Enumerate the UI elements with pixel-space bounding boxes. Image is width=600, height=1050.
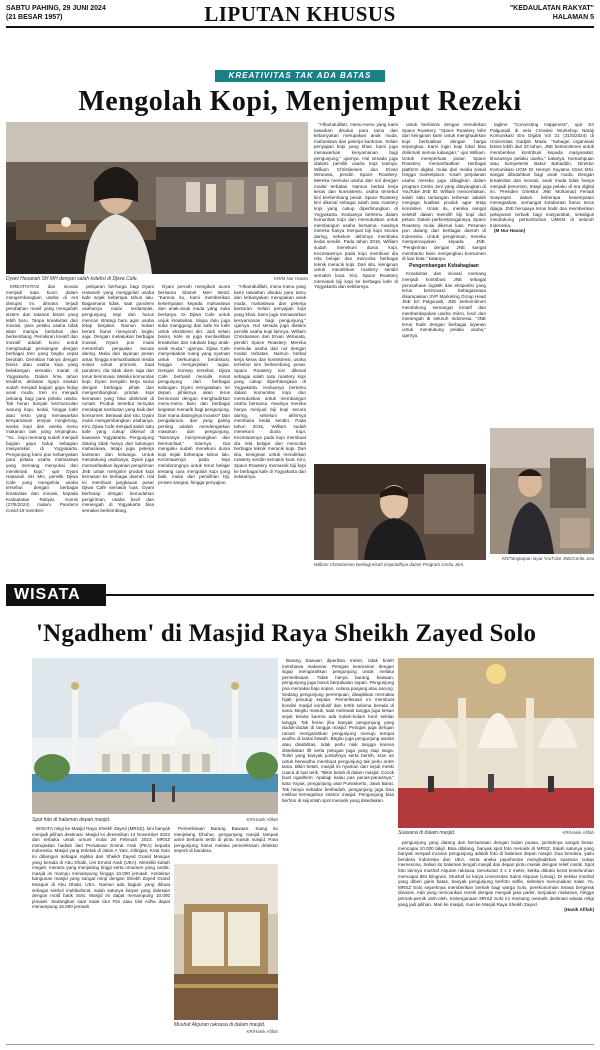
article1-column-4: "Alhamdulillah, menu-menu yang kami tawarkan disukai para tamu dan kebanyakan merupakan anak muda, mahasiswa dan pekerja kantoran. Selain penyajian kopi yang khas, kami juga menawarkan kenyamanan bagi pengunjung," ujarnya. Hal senada juga dialami pemilik usaha kopi lainnya, William Christiansen dan Ervan Wiranata, pendiri Space Roastery. Mereka memulai usaha dari nol dengan modal terbatas. Namun berkat kerja keras dan konsistensi, usaha tersebut kini berkembang pesat. Space Roastery kini dikenal sebagai salah satu roastery kopi yang cukup diperhitungkan di Yogyakarta. Keduanya bertemu dalam komunitas kopi dan memutuskan untuk membangun usaha bersama. Awalnya mereka hanya menjual biji kopi secara daring, sebelum akhirnya membuka kedai sendiri. Pada tahun 2015, William sudah menekuni dunia kopi. Kecintaannya pada kopi membuat dia rela belajar dan mencoba berbagai teknik meracik kopi. Dari situ, keinginan untuk mendirikan roastery sendiri semakin kuat. Kini, Space Roastery memasok biji kopi ke berbagai kafe di Yogyakarta dan sekitarnya.: [234, 284, 306, 480]
youtube-screenshot-image: [490, 428, 594, 554]
header-rule: [6, 26, 594, 28]
wisata-section-tag: WISATA: [6, 584, 106, 606]
mosque-interior-image: [398, 658, 594, 828]
article1-photo-cafe: [6, 122, 308, 274]
article1-photo2-caption: William Christiansen berbagi kisah inspiratifnya dalam Program Cerita Joni.: [314, 562, 465, 567]
article1-photo-credit: KR/M Nur Hasan: [273, 276, 308, 281]
article1-headline: Mengolah Kopi, Menjemput Rezeki: [78, 86, 522, 117]
article1-column-5: "Alhamdulillah, menu-menu yang kami tawarkan disukai para tamu dan kebanyakan merupakan anak muda, mahasiswa dan pekerja kantoran. Selain penyajian kopi yang khas, kami juga menawarkan kenyamanan bagi pengunjung," ujarnya. Hal senada juga dialami pemilik usaha kopi lainnya, William Christiansen dan Ervan Wiranata, pendiri Space Roastery. Mereka memulai usaha dari nol dengan modal terbatas. Namun berkat kerja keras dan konsistensi, usaha tersebut kini berkembang pesat. Space Roastery kini dikenal sebagai salah satu roastery kopi yang cukup diperhitungkan di Yogyakarta. Keduanya bertemu dalam komunitas kopi dan memutuskan untuk membangun usaha bersama. Awalnya mereka hanya menjual biji kopi secara daring, sebelum akhirnya membuka kedai sendiri. Pada tahun 2015, William sudah menekuni dunia kopi. Kecintaannya pada kopi membuat dia rela belajar dan mencoba berbagai teknik meracik kopi. Dari situ, keinginan untuk mendirikan roastery sendiri semakin kuat. Kini, Space Roastery memasok biji kopi ke berbagai kafe di Yogyakarta dan sekitarnya.: [314, 122, 398, 290]
article2-signature: (Hanik Afifah): [564, 907, 594, 913]
article2-photo-interior: [398, 658, 594, 828]
page-title: LIPUTAN KHUSUS: [204, 2, 396, 26]
paper-name: "KEDAULATAN RAKYAT" HALAMAN 5: [509, 5, 594, 21]
article2-column-3: Barang bawaan diperiksa mesin, tidak boleh membawa makanan. Petugas keamanan dengan sigap mengarahkan pengunjung untuk melalui pemeriksaan. Tidak hanya barang bawaan, pengunjung juga harus berpakaian sopan. Pengunjung pria memakai baju sopan, celana panjang atau sarung. Sedang pengunjung perempuan, diwajibkan memakai hijab penutup kepala. Pemeriksaan ini membuat kondisi masjid kondusif dan tertib selama berada di sana. Begitu masuk, saat melewati tangga juga kesan sejuk terasa karena ada kolam-kolam kecil sekitar tangga. Tak heran jika banyak pengunjung yang duduk-duduk di tangga masjid. Petugas juga dengan ramah mengarahkan pengunjung menuju tempat wudhu di lantai bawah. Begitu juga pengunjung wanita atau disabilitas, tidak perlu naik tangga karena disediakan lift serta petugas jaga yang siap siaga. Toilet yang banyak jumlahnya serta bersih, kran air untuk berwudhu membuat pengunjung tak perlu antre lama. Bikin betah, masjid ini nyaman dan sejuk meski cuaca di luar terik. "Bikin betah di dalam masjid. Cocok buat ngadhem. Apalagi kalau pas panas-panasnya," kata Yayuk, pengunjung asal Purwokerto, Jawa Barat. Tak hanya sekadar beribadah, pengunjung juga bisa melihat kemegahan interior masjid. Pengunjung bisa berfoto di sejumlah spot menarik yang disediakan.: [282, 658, 394, 803]
article2-photo1-credit: KR/Hanik Afifah: [246, 817, 278, 822]
mosque-exterior-image: [32, 658, 278, 814]
article1-column-3: Dyani pernah mengikuti acara bersama Slamet Meri Bend. "Karena itu, kami memberikan kesempatan kepada mahasiswa dan anak-anak muda yang suka berkarya. Di Djiwa Cafe untuk unjuk kreativitas. Siapa dulu juga suka manggung dari kafe ke kafe untuk eksistensi diri. Jadi selain bisnis, kafe ini juga menfasilitasi kreativitas dan edukasi bagi anak-anak muda," ujarnya. Djiwa Cafe menyediakan ruang yang nyaman untuk berkumpul, berdiskusi, hingga mengerjakan tugas. Dengan konsep tersebut, Djiwa Cafe berhasil menarik minat pengunjung dari berbagai kalangan. Dyani mengatakan, ke depan pihaknya akan terus berinovasi dengan menghadirkan menu-menu baru dan berbagai kegiatan menarik bagi pengunjung. Dari mana datangnya inovasi? Dari pengalaman, dan yang paling penting adalah mendengarkan masukan dari pengunjung. "Namanya menyenangkan dan bermanfaat," tuturnya. Dia mengaku sudah menekuni dunia kopi sejak beberapa tahun lalu. Kecintaannya pada kopi mendorongnya untuk terus belajar tentang cara mengolah kopi yang baik, mulai dari pemilihan biji, proses sangrai, hingga penyajian.: [158, 284, 230, 485]
article2-photo-quran: [174, 864, 278, 1020]
article1-photo3-credit: KR/Tangkapan layar YouTube JNE/Cerita Joni: [502, 556, 594, 561]
article1-photo-youtube: [490, 428, 594, 554]
section-banner: KREATIVITAS TAK ADA BATAS: [215, 70, 385, 82]
article2-photo3-caption: Mushaf Alquran raksasa di dalam masjid.: [174, 1022, 266, 1028]
article1-column-6: untuk berbisnis dengan mendirikan Space Roastery. "Space Roastery lahir dari keinginan kami untuk menghadirkan kopi berkualitas dengan harga terjangkau. Kami ingin kopi lokal bisa dinikmati semua kalangan," ujar William. Untuk memperluas pasar, Space Roastery memanfaatkan berbagai platform digital, mulai dari media sosial hingga marketplace. Kisah perjalanan usaha mereka juga dibagikan dalam program Cerita Joni yang ditayangkan di YouTube JNE ID. William menceritakan, salah satu tantangan terbesar adalah menjaga kualitas produk agar tetap konsisten. Untuk itu, mereka sangat selektif dalam memilih biji kopi dari petani. Dalam perkembangannya, Space Roastery mulai dikenal luas. Pesanan pun datang dari berbagai daerah di Indonesia. Untuk pengiriman, mereka mempercayakan kepada JNE. "Pengiriman dengan JNE sangat membantu kami menjangkau konsumen di luar kota," katanya. Pengembangan Kebahagiaan Kreativitas dan inovasi memang menjadi kontribusi JNE sebagai perusahaan logistik dan ekspedisi yang terus berinovasi. Sebagaimana disampaikan SVP Marketing Group Head JNE Eri Palgunadi, JNE berkomitmen mendukung semangat kreatif dan memberdayakan usaha mikro, kecil dan menengah di seluruh Indonesia. "JNE terus hadir dengan berbagai layanan untuk mendukung pelaku usaha," ujarnya.: [402, 122, 486, 338]
article2-column-2: Pemeriksaan Barang Bawaan. Siang itu menjelang Dhuhur, pengunjung masjid tampak antre berbaris tertib di pintu masuk masjid. Para pengunjung harus melalui pemeriksaan detektor seperti di bandara.: [174, 826, 278, 854]
article2-column-4: pengunjung yang datang dan bersamaan dengan bulan puasa, jumlahnya sangat besar, mencapai 10.000 takjil. Bisa dibilang, banyak spot foto menarik di MRSZ. Salah satunya yang banyak menjadi incaran pengunjung adalah foto di halaman depan masjid. Dua bendera, yaitu bendera Indonesia dan UEA, serta aneka pepohonan menghadirkan suasana cukup memesona. Selain itu halaman tengah masjid dan depan pintu masuk dengan relief cantik. Spot foto lainnya mushaf Alquran raksasa, berukuran 3 x 2 meter, ketika dibuka berat keseluruhan mencapai 991 kilogram. Mushaf ini karya Universitas Sains Alquran (Unsiq). Di sekitar mushaf yang diberi garis batas, banyak pengunjung berfoto selfie, sebelum menunaikan salat. Ya, MRSZ Solo sepertinya memberikan berkah bagi warga Solo, perekonomian terasa bergerak dinamis. Ada yang mencarikan rezeki dengan menjadi jasa parkir, berjualan makanan, hingga pernak-pernik oleh-oleh. Kebergunaan MRSZ Solo ini memang menarik destinasi wisata religi yang jadi pilihan. Mari ke masjid, mari ke Masjid Raya Sheikh Zayed. (Hanik Afifah): [398, 840, 594, 913]
quran-image: [174, 864, 278, 1020]
article2-photo2-credit: KR/Hanik Afifah: [562, 830, 594, 835]
edition-date: SABTU PAHING, 29 JUNI 2024 (21 BESAR 1957): [6, 5, 106, 21]
article1-column-7: tagline "Connecting Happiness", ujar Eri Palgunadi di sela Creative Workshop Naraji Komunikasi Era Digital Vol 21 (31/5/2024) di Universitas Gadjah Mada. "Sebagai organisasi bisnis lebih dari 33 tahun, JNE berkomitmen untuk memberikan kontribusi kepada masyarakat, khususnya pelaku usaha," katanya. Kemampuan atau kompetensi Bakul Bahaddin, Direktur Komunikasi UGM Dr Hempri Suyatna SSos MSi, sangat dibutuhkan bagi anak muda. Dengan kreativitas dan inovasi, anak muda tidak hanya menjadi penonton, tetapi juga pelaku di era digital ini. Presiden Direktur JNE Mohamad Feriadi Soeprapto dalam beberapa kesempatan menegaskan, semangat kolaborasi harus terus dijaga. JNE berupaya terus hadir dan memberikan pelayanan terbaik bagi masyarakat, sekaligus mendukung pertumbuhan UMKM di seluruh Indonesia. (M Nur Hasan): [490, 122, 594, 234]
article1-signature: (M Nur Hasan): [494, 228, 526, 234]
article1-subheading: Pengembangan Kebahagiaan: [409, 262, 479, 269]
article1-photo-caption: Dyani Hasanah SH MH dengan salah koleksi di Djiwa Cafe.: [6, 276, 139, 282]
article2-photo2-caption: Suasana di dalam masjid.: [398, 830, 456, 836]
article1-column-2: pelajaran berharga bagi Dyani Hasanah yang menggeluti usaha kafe sejak beberapa tahun lalu. Bagaimana tidak, saat pandemi usahanya mulai terdampak, pengunjung sepi dan harus mencari strategi baru agar usaha tetap berjalan. Namun bukan berarti harus menyerah begitu saja. Dengan melakukan berbagai inovasi, Dyani pun mulai merambah penjualan secara daring. Mulai dari layanan pesan antar, hingga memanfaatkan media sosial untuk promosi. Saat pandemi, dia tidak diam saja dan terus berinovasi. Melalui komunitas kopi, Dyani menjalin kerja sama dengan berbagai pihak dan mengembangkan produk kopi kemasan yang bisa dinikmati di rumah. Produk tersebut ternyata mendapat sambutan yang baik dari konsumen. Berawal dari situ, Dyani mulai mengembangkan usahanya. Kini, Djiwa Cafe menjadi salah satu kafe yang cukup dikenal di kawasan Yogyakarta. Pengunjung datang tidak hanya dari kalangan mahasiswa, tetapi juga pekerja kantoran dan keluarga. Untuk mendukung usahanya, Dyani juga memanfaatkan layanan pengiriman JNE untuk mengirim produk kopi kemasan ke berbagai daerah. Hal ini membuat jangkauan pasar Djiwa Cafe semakin luas. Dyani berharap dengan kemudahan pengiriman, usaha kecil dan menengah di Yogyakarta bisa semakin berkembang.: [82, 284, 154, 513]
william-photo-image: [314, 464, 486, 560]
article2-photo3-credit: KR/Hanik Afifah: [246, 1029, 278, 1034]
article1-photo-william: [314, 464, 486, 560]
article2-photo-exterior: [32, 658, 278, 814]
article2-photo1-caption: Spot foto di halaman depan masjid.: [32, 817, 111, 823]
article2-column-1: WISATA religi ke Masjid Raya Sheikh Zayed (MRSZ), kini banyak menjadi pilihan destinasi. Masjid ini diresmikan 14 November 2022 dan terbuka untuk umum mulai 28 Februari 2023. MRSZ merupakan hadiah dari Persatuan Emirat Arab (PEA) kepada Indonesia. Masjid yang terletak di Jalan A Yani, Gilingan, Kota Solo ini dibangun sebagai replika dari Sheikh Zayed Grand Mosque yang berada di Abu Dhabi, Uni Emirat Arab (UEA). Memiliki kubah megah, menara yang menjulang tinggi serta ornamen yang cantik, masjid ini mampu menampung hingga 10.000 jemaah. Arsitektur bangunan masjid yang sangat mirip dengan Sheikh Zayed Grand Mosque di Abu Dhabi, UEA. Namun ada bagian yang dibuat sebagai simbol multikultural, salah satunya karpet yang didesain dengan motif batik Solo. Masjid ini dapat menampung 10.000 jemaah. Sedangkan saat Salat Idul Fitri atau Idul Adha dapat menampung 15.000 jemaah.: [32, 826, 170, 910]
wisata-rule: [106, 594, 594, 596]
bottom-rule: [6, 1044, 594, 1045]
article1-column-1: KREATIVITAS dan inovasi menjadi kata kunci dalam mengembangkan usaha di era disrupsi ini, dimana terjadi perubahan masif yang mengubah sistem dan tatanan bisnis yang lebih baru. Tanpa kreativitas dan inovasi, para pelaku usaha tidak akan mampu bertahan dan berkembang. Pemikiran kreatif dan inovatif adalah kunci untuk menghadapi persaingan dengan berbagai tren yang begitu cepat berubah. Demikian halnya dengan bisnis atau usaha kopi yang belakangan semakin marak di Yogyakarta. Dalam lima tahun terakhir, aktivitas ngopi seakan sudah menjadi bagian gaya hidup anak muda, tren ini menjadi peluang bagi para pelaku usaha. Tak heran banyak bermunculan warung kopi, kedai, hingga kafe atau resto yang menawarkan kenyamanan tempat nongkrong, aneka kopi dan aneka menu makanan lain yang terjangkau. "Ya... kopi memang sudah menjadi bagian gaya hidup sebagian masyarakat di Yogyakarta. Pengunjung kami pun kebanyakan para pelaku usaha mahasiswa yang memang menyukai dan menikmati kopi," ujar Dyani Hasanah SH MH, pemilik Djiwa Cafe yang mengelola usaha tersebut dengan berbagai kreativitas dan inovasi, kepada Kedaulatan Rakyat, Kamis (27/6/2024) malam. Pandemi Covid-19 memberi: [6, 284, 78, 513]
cafe-photo-image: [6, 122, 308, 274]
article2-headline: 'Ngadhem' di Masjid Raya Sheikh Zayed Solo: [36, 620, 537, 647]
